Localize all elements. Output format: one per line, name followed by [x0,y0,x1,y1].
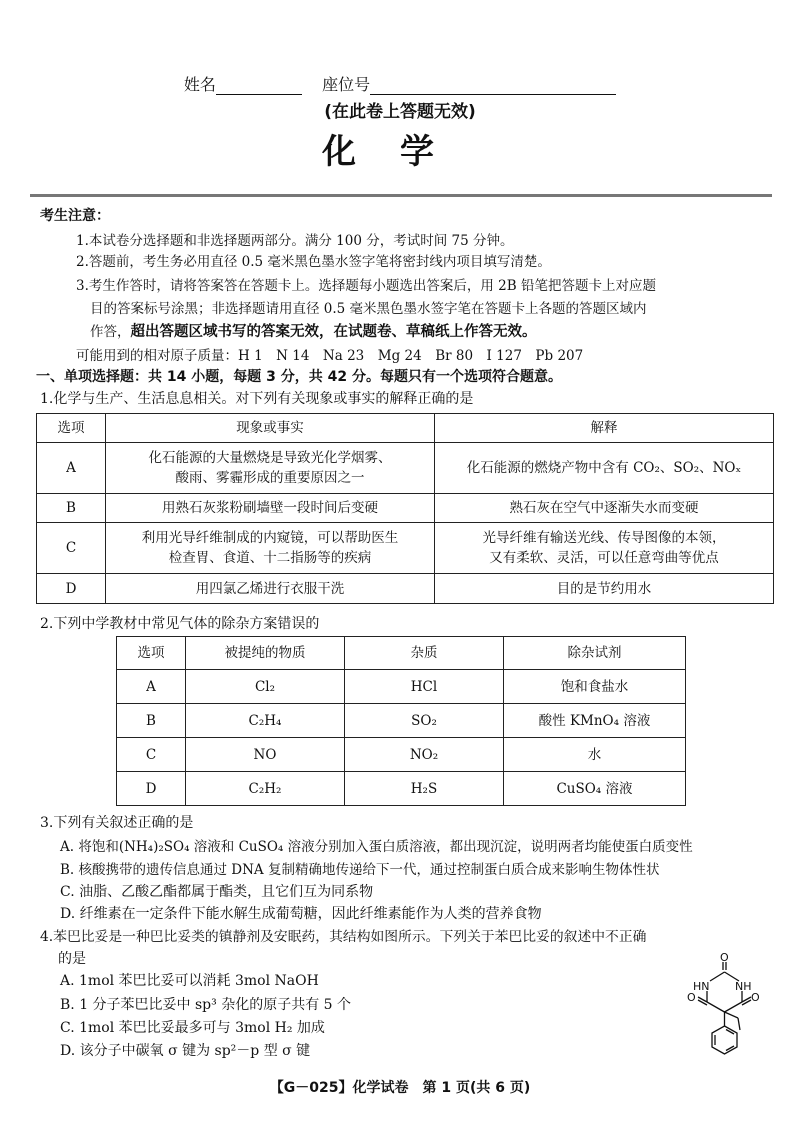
table-cell: A [117,670,186,704]
oxygen-left-label: O [687,991,696,1004]
name-blank [216,78,302,95]
table-row [37,574,774,604]
table-cell: B [117,704,186,738]
table-cell [435,523,774,574]
nh-label: NH [735,980,752,993]
table-cell: D [117,772,186,806]
table-cell: 用四氯乙烯进行衣服干洗 [106,574,435,604]
oxygen-top-label: O [720,951,729,964]
cell-line: 检查胃、食道、十二指肠等的疾病 [168,550,372,566]
table-cell: CuSO₄ 溶液 [504,772,686,806]
table-row [37,494,774,523]
oxygen-right-label: O [751,991,760,1004]
cell-line: 又有柔软、灵活，可以任意弯曲等优点 [489,550,719,566]
cell-line: 化石能源的燃烧产物中含有 CO₂、SO₂、NOₓ [466,460,742,476]
cell-line: 化石能源的大量燃烧是导致光化学烟雾、 [148,450,392,466]
table-cell [106,523,435,574]
table-cell: NO₂ [345,738,504,772]
table-header-cell: 解释 [435,414,774,443]
table-cell: SO₂ [345,704,504,738]
notice-item-2: 2.答题前，考生务必用直径 0.5 毫米黑色墨水签字笔将密封线内项目填写清楚。 [76,254,551,270]
q3-stem: 3.下列有关叙述正确的是 [40,815,194,831]
table-row [37,443,774,494]
table-cell: B [37,494,106,523]
header-divider [30,194,772,197]
table-header-row [117,637,686,670]
exam-header [0,72,800,95]
notice-item-1: 1.本试卷分选择题和非选择题两部分。满分 100 分，考试时间 75 分钟。 [76,233,514,249]
cell-line: 酸雨、雾霾形成的重要原因之一 [175,470,365,486]
name-label: 姓名 [183,75,216,94]
table-cell [106,443,435,494]
table-row [117,738,686,772]
table-header-cell: 除杂试剂 [504,637,686,670]
q3-option-a: A. 将饱和(NH₄)₂SO₄ 溶液和 CuSO₄ 溶液分别加入蛋白质溶液，都出现沉淀，说明两者均能使蛋白质变性 [60,839,693,855]
q3-option-c: C. 油脂、乙酸乙酯都属于酯类，且它们互为同系物 [60,884,374,900]
phenobarbital-structure [660,950,790,1065]
cell-line: 利用光导纤维制成的内窥镜，可以帮助医生 [141,530,399,546]
q2-table [116,636,686,806]
q4-stem-line-1: 4.苯巴比妥是一种巴比妥类的镇静剂及安眠药，其结构如图所示。下列关于苯巴比妥的叙述中不正确 [40,929,647,945]
q2-stem: 2.下列中学教材中常见气体的除杂方案错误的 [40,616,320,632]
cell-line: 光导纤维有输送光线、传导图像的本领， [482,530,726,546]
hn-label: HN [693,980,710,993]
notice-item-3b: 目的答案标号涂黑；非选择题请用直径 0.5 毫米黑色墨水签字笔在答题卡上各题的答题区域内 [90,301,647,317]
q4-option-c: C. 1mol 苯巴比妥最多可与 3mol H₂ 加成 [60,1020,325,1036]
table-cell: 水 [504,738,686,772]
table-cell: C₂H₄ [186,704,345,738]
table-cell: 目的是节约用水 [435,574,774,604]
table-header-cell: 杂质 [345,637,504,670]
table-cell: HCl [345,670,504,704]
section-1-title: 一、单项选择题：共 14 小题，每题 3 分，共 42 分。每题只有一个选项符合题意。 [36,369,562,385]
table-cell [435,443,774,494]
notice-title: 考生注意： [40,208,110,224]
table-cell: D [37,574,106,604]
invalid-note: (在此卷上答题无效) [324,102,476,122]
notice-item-3c [90,320,537,341]
table-header-cell: 选项 [117,637,186,670]
table-cell: C [37,523,106,574]
table-cell: C [117,738,186,772]
q4-stem-line-2: 的是 [58,951,86,967]
table-row [37,523,774,574]
notice-item-3c-plain: 作答， [90,324,131,340]
notice-item-3c-bold: 超出答题区域书写的答案无效，在试题卷、草稿纸上作答无效。 [130,324,537,340]
table-cell: A [37,443,106,494]
q4-option-a: A. 1mol 苯巴比妥可以消耗 3mol NaOH [60,973,319,989]
q1-table [36,413,774,604]
page-footer: 【G－025】化学试卷 第 1 页(共 6 页) [269,1080,531,1096]
table-cell: NO [186,738,345,772]
table-cell: 饱和食盐水 [504,670,686,704]
table-header-cell: 被提纯的物质 [186,637,345,670]
table-cell: 熟石灰在空气中逐渐失水而变硬 [435,494,774,523]
table-cell: 用熟石灰浆粉刷墙壁一段时间后变硬 [106,494,435,523]
q3-option-b: B. 核酸携带的遗传信息通过 DNA 复制精确地传递给下一代，通过控制蛋白质合成来影响生物体性状 [60,862,660,878]
notice-item-3a: 3.考生作答时，请将答案答在答题卡上。选择题每小题选出答案后，用 2B 铅笔把答题卡上对应题 [76,278,656,294]
table-header-row [37,414,774,443]
table-row [117,704,686,738]
table-cell: 酸性 KMnO₄ 溶液 [504,704,686,738]
q4-option-b: B. 1 分子苯巴比妥中 sp³ 杂化的原子共有 5 个 [60,997,352,1013]
q3-option-d: D. 纤维素在一定条件下能水解生成葡萄糖，因此纤维素能作为人类的营养食物 [60,906,542,922]
q1-stem: 1.化学与生产、生活息息相关。对下列有关现象或事实的解释正确的是 [40,391,474,407]
table-row [117,772,686,806]
seat-label: 座位号 [322,75,371,94]
q4-option-d: D. 该分子中碳氧 σ 键为 sp²－p 型 σ 键 [60,1043,311,1059]
table-header-cell: 现象或事实 [106,414,435,443]
table-row [117,670,686,704]
seat-blank [370,78,616,95]
table-cell: Cl₂ [186,670,345,704]
table-cell: H₂S [345,772,504,806]
table-header-cell: 选项 [37,414,106,443]
atomic-mass-line: 可能用到的相对原子质量：H 1 N 14 Na 23 Mg 24 Br 80 I 127 Pb 207 [76,348,584,364]
subject-title: 化学 [322,132,478,172]
table-cell: C₂H₂ [186,772,345,806]
